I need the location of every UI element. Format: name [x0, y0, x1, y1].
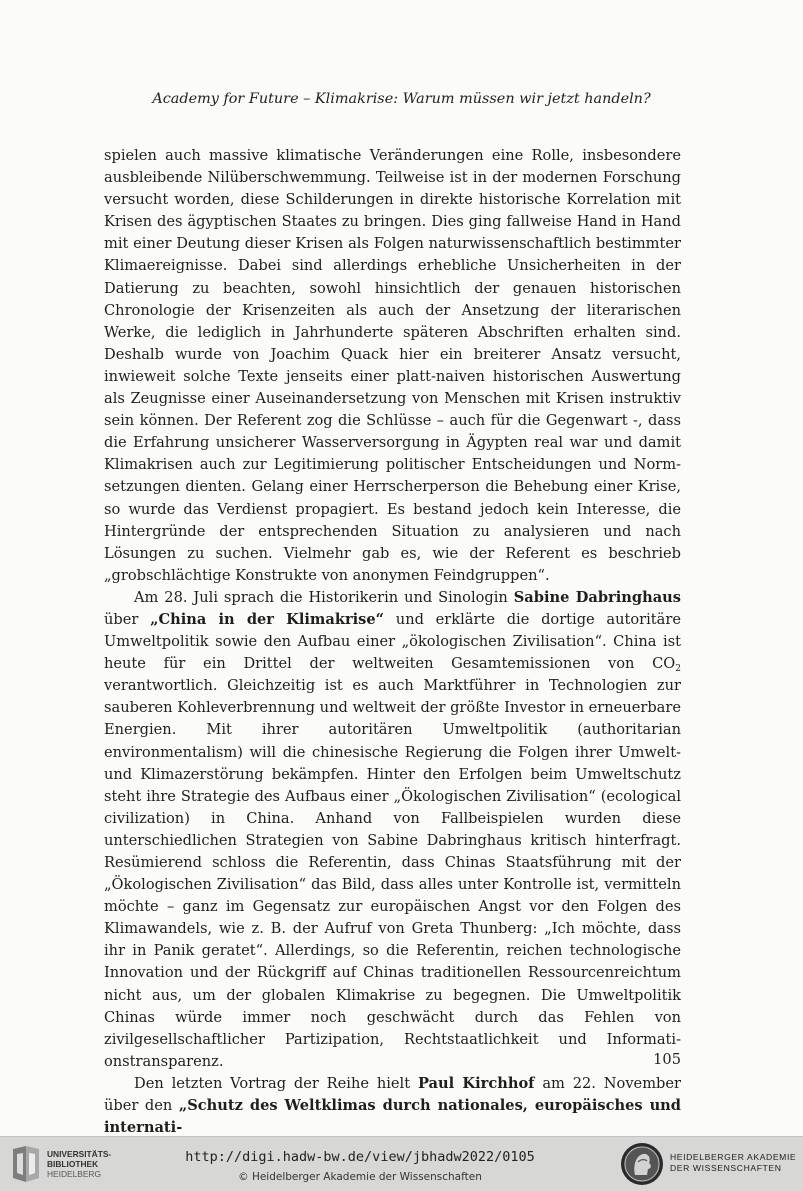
body-text: [104, 145, 681, 1139]
academy-seal-icon: [620, 1142, 664, 1186]
university-library-logo-icon: [9, 1145, 43, 1183]
permalink-url[interactable]: http://digi.hadw-bw.de/view/jbhadw2022/0105: [185, 1149, 535, 1165]
page-number: 105: [653, 1051, 681, 1068]
paragraph-2: Am 28. Juli sprach die Historikerin und Sinologin Sabine Dabringhaus über „China in der Klimakrise“ und erklärte die dortige autoritäre Umweltpolitik sowie den Aufbau einer „ökologischen Zivilisation“. China ist heute für ein Drittel der weltweiten Gesamtemissionen von $CO_2$ verantwortlich. Gleichzeitig ist es auch Marktführer in Technologien zur sauberen Kohleverbrennung und weltweit der größte Investor in erneuerbare Energien. Mit ihrer autoritären Umweltpolitik (authoritarian environmentalism) will die chinesische Regierung die Folgen ihrer Umwelt- und Klimazerstörung bekämpfen. Hinter den Erfolgen beim Umweltschutz steht ihre Strategie des Aufbaus einer „Ökologischen Zivilisation“ (ecological civilization) in China. Anhand von Fallbeispielen wurden diese unterschiedlichen Strategien von Sabine Dabringhaus kritisch hinterfragt. Resümierend schloss die Referentin, dass Chinas Staatsführung mit der „Ökologischen Zivilisation“ das Bild, dass alles unter Kontrolle ist, vermitteln möchte – ganz im Gegensatz zur europäischen Angst vor den Folgen des Klimawandels, wie z. B. der Aufruf von Greta Thunberg: „Ich möchte, dass ihr in Panik geratet“. Allerdings, so die Referentin, reichen technologische Innovation und der Rückgriff auf Chinas traditionellen Ressourcenreichtum nicht aus, um der globalen Klimakrise zu begegnen. Die Umweltpolitik Chinas würde immer noch geschwächt durch das Fehlen von zivilgesellschaftlicher Partizipation, Rechtstaatlichkeit und Informationstransparenz.: [104, 588, 681, 1070]
paragraph-1: spielen auch massive klimatische Veränderungen eine Rolle, insbesondere ausbleibende Nilüberschwemmung. Teilweise ist in der modernen Forschung versucht worden, diese Schilderungen in direkte historische Korrelation mit Krisen des ägyptischen Staates zu bringen. Dies ging fallweise Hand in Hand mit einer Deutung dieser Krisen als Folgen naturwissenschaftlich bestimmter Klimaereignisse. Dabei sind allerdings erhebliche Unsicherheiten in der Datierung zu beachten, sowohl hinsichtlich der genauen historischen Chronologie der Krisenzeiten als auch der Ansetzung der literarischen Werke, die lediglich in Jahrhunderte späteren Abschriften erhalten sind. Deshalb wurde von Joachim Quack hier ein breiterer Ansatz versucht, inwieweit solche Texte jenseits einer platt-naiven historischen Auswertung als Zeugnisse einer Auseinandersetzung von Menschen mit Krisen instruktiv sein können. Der Referent zog die Schlüsse – auch für die Gegenwart -, dass die Erfahrung unsicherer Wasserversorgung in Ägypten real war und damit Klimakrisen auch zur Legitimierung politischer Entscheidungen und Normsetzungen dienten. Gelang einer Herrscherperson die Behebung einer Krise, so wurde das Verdienst propagiert. Es bestand jedoch kein Interesse, die Hintergründe der entsprechenden Situation zu analysieren und nach Lösungen zu suchen. Vielmehr gab es, wie der Referent es beschrieb „grobschlächtige Konstrukte von anonymen Feindgruppen“.: [104, 147, 681, 584]
copyright-notice: © Heidelberger Akademie der Wissenschaften: [238, 1171, 482, 1183]
speaker-name: Paul Kirchhof: [417, 1074, 535, 1092]
lecture-title: „Schutz des Weltklimas durch nationales, europäisches und internati-: [104, 1097, 681, 1137]
running-header: Academy for Future – Klimakrise: Warum müssen wir jetzt handeln?: [152, 91, 651, 107]
footer-bar: [0, 1136, 803, 1191]
academy-name: HEIDELBERGER AKADEMIE DER WISSENSCHAFTEN: [670, 1152, 797, 1173]
lecture-title: „China in der Klimakrise“: [150, 610, 385, 628]
paragraph-3: Den letzten Vortrag der Reihe hielt Paul Kirchhof am 22. November über den „Schutz des Weltklimas durch nationales, europäisches und internati-: [104, 1074, 681, 1137]
speaker-name: Sabine Dabringhaus: [513, 588, 681, 606]
university-library-name: UNIVERSITÄTS- BIBLIOTHEK HEIDELBERG: [47, 1149, 112, 1179]
